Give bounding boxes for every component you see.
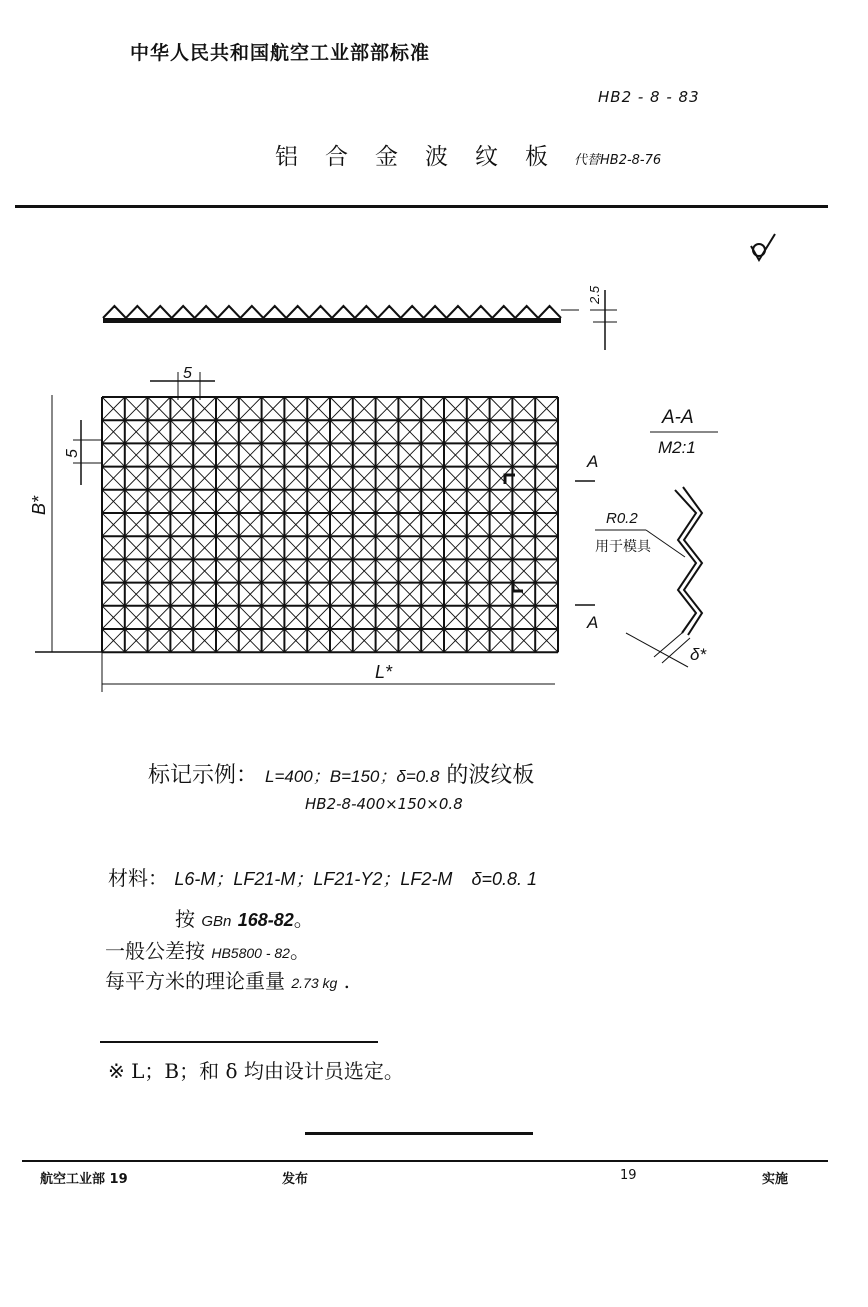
section-view-drawing: [590, 395, 790, 689]
issuing-organization: 中华人民共和国航空工业部部标准: [130, 42, 431, 64]
section-scale: M2:1: [658, 438, 696, 457]
end-rule: [305, 1132, 533, 1135]
footnote-rule: [100, 1041, 378, 1043]
per-prefix: 按: [175, 907, 195, 931]
radius-note-sub: 用于模具: [595, 538, 651, 554]
material-label: 材料：: [108, 866, 168, 890]
pitch-left-dim: 5: [64, 449, 81, 458]
side-view-profile: [95, 280, 635, 364]
marking-example: [148, 758, 534, 789]
weight-line: [105, 965, 350, 994]
material-thickness: δ=0.8. 1: [471, 869, 538, 889]
marking-code: HB2-8-400×150×0.8: [305, 795, 463, 813]
pitch-top-dim: 5: [183, 365, 192, 382]
length-l-label: L*: [375, 662, 393, 682]
tolerance-text: 一般公差按: [105, 939, 205, 963]
thickness-dim-label: 2.5: [587, 285, 602, 304]
tolerance-end: 。: [289, 939, 310, 963]
radius-note: R0.2: [606, 510, 638, 527]
material-grades: L6-M；LF21-M；LF21-Y2；LF2-M: [174, 869, 453, 889]
surface-finish-icon: [749, 230, 789, 270]
marking-label: 标记示例：: [148, 763, 259, 788]
footnote: ※ L；B；和 δ 均由设计员选定。: [108, 1059, 404, 1083]
thickness-delta-label: δ*: [690, 645, 707, 664]
marking-params: L=400；B=150；δ=0.8: [265, 767, 440, 786]
weight-text: 每平方米的理论重量: [105, 969, 285, 993]
per-std-a: GBn: [201, 913, 232, 930]
material-line: [108, 862, 537, 891]
section-marker-bottom: A: [587, 613, 599, 632]
footer-implemented: 实施: [762, 1172, 789, 1187]
footer-rule: [22, 1160, 828, 1162]
section-title: A-A: [662, 407, 694, 428]
footer-issuer: 航空工业部 19: [40, 1172, 128, 1187]
replaces-standard: 代替HB2-8-76: [574, 153, 662, 168]
material-standard-line: [175, 903, 314, 932]
section-marker-top: A: [587, 452, 599, 471]
weight-end: .: [343, 969, 351, 993]
width-b-label: B*: [29, 495, 49, 515]
tolerance-line: [105, 935, 310, 964]
marking-suffix: 的波纹板: [446, 763, 535, 788]
weight-value: 2.73 kg: [291, 975, 338, 991]
tolerance-std: HB5800 - 82: [211, 945, 290, 961]
plan-view-drawing: [15, 360, 615, 704]
standard-number: HB2 - 8 - 83: [598, 88, 700, 106]
header-rule: [15, 205, 828, 208]
document-title: 铝合金波纹板: [275, 144, 575, 170]
per-std-b: 168-82: [237, 910, 294, 930]
footer-impl-year: 19: [620, 1168, 637, 1183]
footer-issued: 发布: [282, 1172, 309, 1187]
per-end: 。: [293, 907, 314, 931]
